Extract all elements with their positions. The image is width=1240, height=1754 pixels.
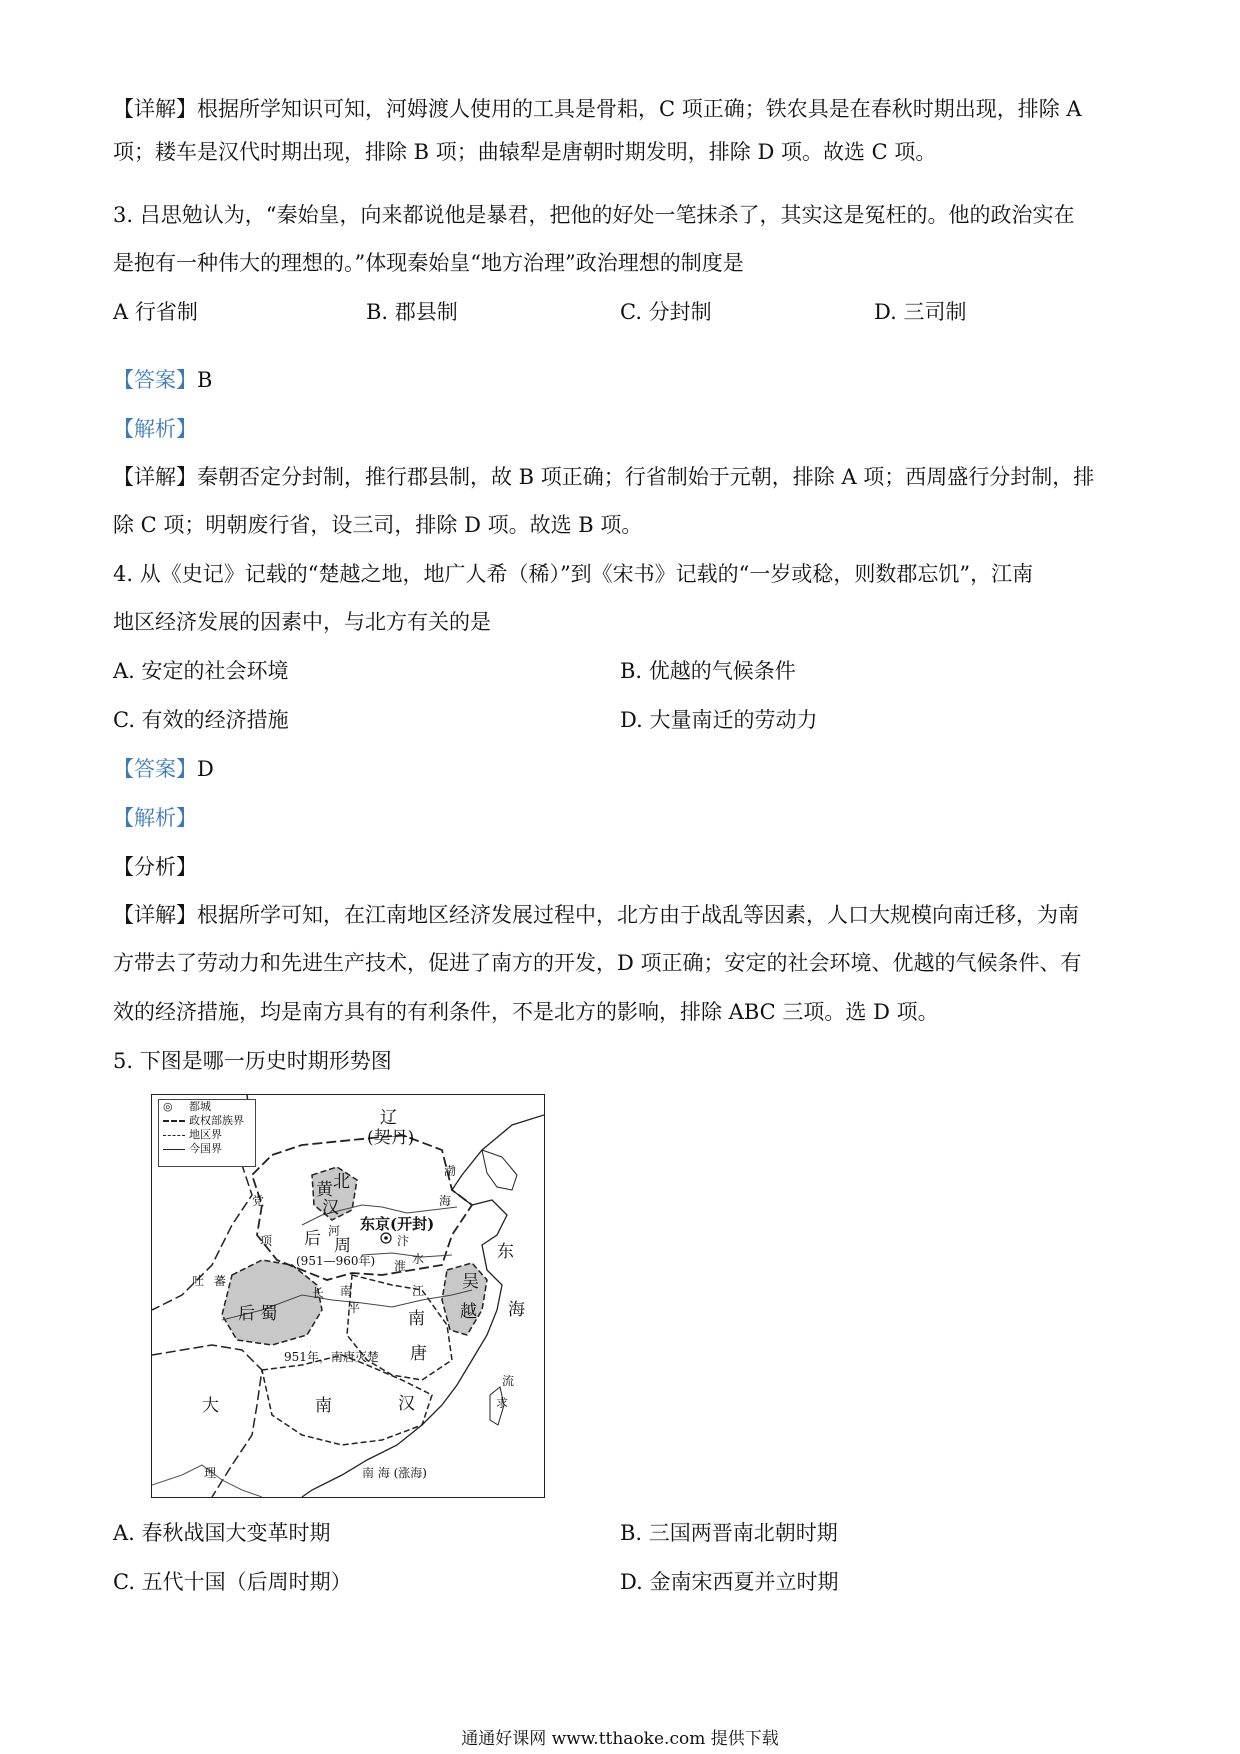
label-hai1: 海 xyxy=(439,1194,452,1208)
q2-detail-line1: 【详解】根据所学知识可知，河姆渡人使用的工具是骨耜，C 项正确；铁农具是在春秋时期出现，排除 A xyxy=(113,97,1082,121)
label-han2: 汉 xyxy=(398,1394,415,1414)
label-han1: 汉 xyxy=(322,1198,339,1218)
capital-marker-dot xyxy=(384,1236,388,1240)
legend-label: 政权部族界 xyxy=(189,1114,244,1127)
label-fan: 蕃 xyxy=(214,1274,227,1288)
q3-stem-line1: 3. 吕思勉认为，“秦始皇，向来都说他是暴君，把他的好处一笔抹杀了，其实这是冤枉的。他的政治实在 xyxy=(113,203,1075,227)
label-dong: 东 xyxy=(497,1242,514,1262)
label-da: 大 xyxy=(202,1396,219,1416)
q4-detail-line2: 方带去了劳动力和先进生产技术，促进了南方的开发，D 项正确；安定的社会环境、优越的气候条件、有 xyxy=(113,951,1082,975)
q3-detail-line1: 【详解】秦朝否定分封制，推行郡县制，故 B 项正确；行省制始于元朝，排除 A 项；西周盛行分封制，排 xyxy=(113,465,1095,489)
q3-answer xyxy=(113,365,1128,395)
answer-tag: 【答案】 xyxy=(113,757,197,781)
q4-detail-line3: 效的经济措施，均是南方具有的有利条件，不是北方的影响，排除 ABC 三项。选 D 项。 xyxy=(113,1000,939,1024)
label-nan2: 南 xyxy=(408,1309,425,1329)
label-jiang: 江 xyxy=(412,1284,425,1298)
capital-icon: ◎ xyxy=(163,1100,173,1113)
legend-region-border xyxy=(159,1128,255,1142)
q5-stem: 5. 下图是哪一历史时期形势图 xyxy=(113,1049,392,1073)
label-ping: 平 xyxy=(348,1301,361,1315)
q5-option-d: D. 金南宋西夏并立时期 xyxy=(620,1570,839,1594)
q5-option-a: A. 春秋战国大变革时期 xyxy=(113,1521,331,1545)
label-xiang: 项 xyxy=(260,1234,273,1248)
label-note951: 951年，南唐灭楚 xyxy=(284,1350,379,1364)
q3-detail-line2: 除 C 项；明朝废行省，设三司，排除 D 项。故选 B 项。 xyxy=(113,513,643,537)
q4-stem-line1: 4. 从《史记》记载的“楚越之地，地广人希（稀）”到《宋书》记载的“一岁或稔，则数郡忘饥”，江南 xyxy=(113,562,1034,586)
label-liao: 辽 xyxy=(380,1108,397,1128)
label-years: (951—960年) xyxy=(296,1254,376,1268)
liaodong-coast xyxy=(482,1150,517,1190)
regime-border-icon xyxy=(163,1120,185,1122)
label-shui: 水 xyxy=(412,1252,425,1266)
q4-option-c: C. 有效的经济措施 xyxy=(113,708,289,732)
legend-label: 今国界 xyxy=(189,1142,222,1155)
label-nanhai: 南 海 (涨海) xyxy=(362,1466,427,1480)
label-hou: 后 xyxy=(304,1229,321,1249)
label-bei: 北 xyxy=(333,1172,350,1192)
label-qiu: 求 xyxy=(496,1396,509,1410)
region-border-icon xyxy=(163,1135,185,1136)
q5-option-b: B. 三国两晋南北朝时期 xyxy=(620,1521,838,1545)
label-dang: 党 xyxy=(252,1194,265,1208)
q4-stem-line2: 地区经济发展的因素中，与北方有关的是 xyxy=(113,610,491,634)
label-chang: 长 xyxy=(312,1286,325,1300)
map-legend xyxy=(158,1099,256,1167)
label-tang: 唐 xyxy=(410,1344,427,1364)
modern-border-icon xyxy=(163,1149,185,1150)
label-houshu: 后 蜀 xyxy=(238,1304,278,1324)
label-li: 理 xyxy=(204,1466,217,1480)
nantang-border xyxy=(347,1275,452,1380)
answer-value: B xyxy=(197,368,213,392)
label-hai2: 海 xyxy=(508,1300,525,1320)
label-liu: 流 xyxy=(502,1374,515,1388)
label-he: 河 xyxy=(328,1224,341,1238)
label-nan3: 南 xyxy=(315,1396,332,1416)
label-huai: 淮 xyxy=(394,1259,407,1273)
q4-analysis-tag: 【解析】 xyxy=(113,806,197,830)
label-dongjing: 东京(开封) xyxy=(360,1215,435,1233)
q4-option-d: D. 大量南迁的劳动力 xyxy=(620,708,818,732)
label-tu: 吐 xyxy=(192,1274,205,1288)
q5-option-c: C. 五代十国（后周时期） xyxy=(113,1570,352,1594)
footer-source: 通通好课网 www.tthaoke.com 提供下载 xyxy=(461,1729,779,1749)
answer-tag: 【答案】 xyxy=(113,368,197,392)
label-huang: 黄 xyxy=(316,1180,333,1200)
legend-modern-border xyxy=(159,1142,255,1156)
legend-regime-border xyxy=(159,1114,255,1128)
answer-value: D xyxy=(197,757,214,781)
q4-option-a: A. 安定的社会环境 xyxy=(113,659,289,683)
label-zhou: 周 xyxy=(334,1236,351,1256)
q3-option-b: B. 郡县制 xyxy=(366,300,458,324)
q3-option-a: A 行省制 xyxy=(113,300,198,324)
q4-answer xyxy=(113,754,1128,784)
label-wu: 吴 xyxy=(462,1272,479,1292)
q2-detail-line2: 项；耧车是汉代时期出现，排除 B 项；曲辕犁是唐朝时期发明，排除 D 项。故选 C 项。 xyxy=(113,140,937,164)
legend-label: 都城 xyxy=(189,1100,211,1113)
q3-analysis-tag: 【解析】 xyxy=(113,417,197,441)
q4-fenxi-tag: 【分析】 xyxy=(113,855,197,879)
q4-option-b: B. 优越的气候条件 xyxy=(620,659,796,683)
legend-label: 地区界 xyxy=(189,1128,222,1141)
q3-option-c: C. 分封制 xyxy=(620,300,712,324)
label-bohai: 渤 xyxy=(444,1164,457,1178)
houshu-region xyxy=(222,1260,325,1345)
label-yue: 越 xyxy=(460,1302,477,1322)
q3-option-d: D. 三司制 xyxy=(874,300,967,324)
q3-stem-line2: 是抱有一种伟大的理想的。”体现秦始皇“地方治理”政治理想的制度是 xyxy=(113,251,744,275)
historical-map xyxy=(151,1094,545,1498)
legend-capital xyxy=(159,1100,255,1114)
label-nan1: 南 xyxy=(340,1284,353,1298)
huai-river xyxy=(362,1253,452,1257)
q4-detail-line1: 【详解】根据所学可知，在江南地区经济发展过程中，北方由于战乱等因素，人口大规模向南迁移，为南 xyxy=(113,903,1079,927)
label-bian: 汴 xyxy=(397,1234,410,1248)
label-qidan: (契丹) xyxy=(367,1128,415,1148)
